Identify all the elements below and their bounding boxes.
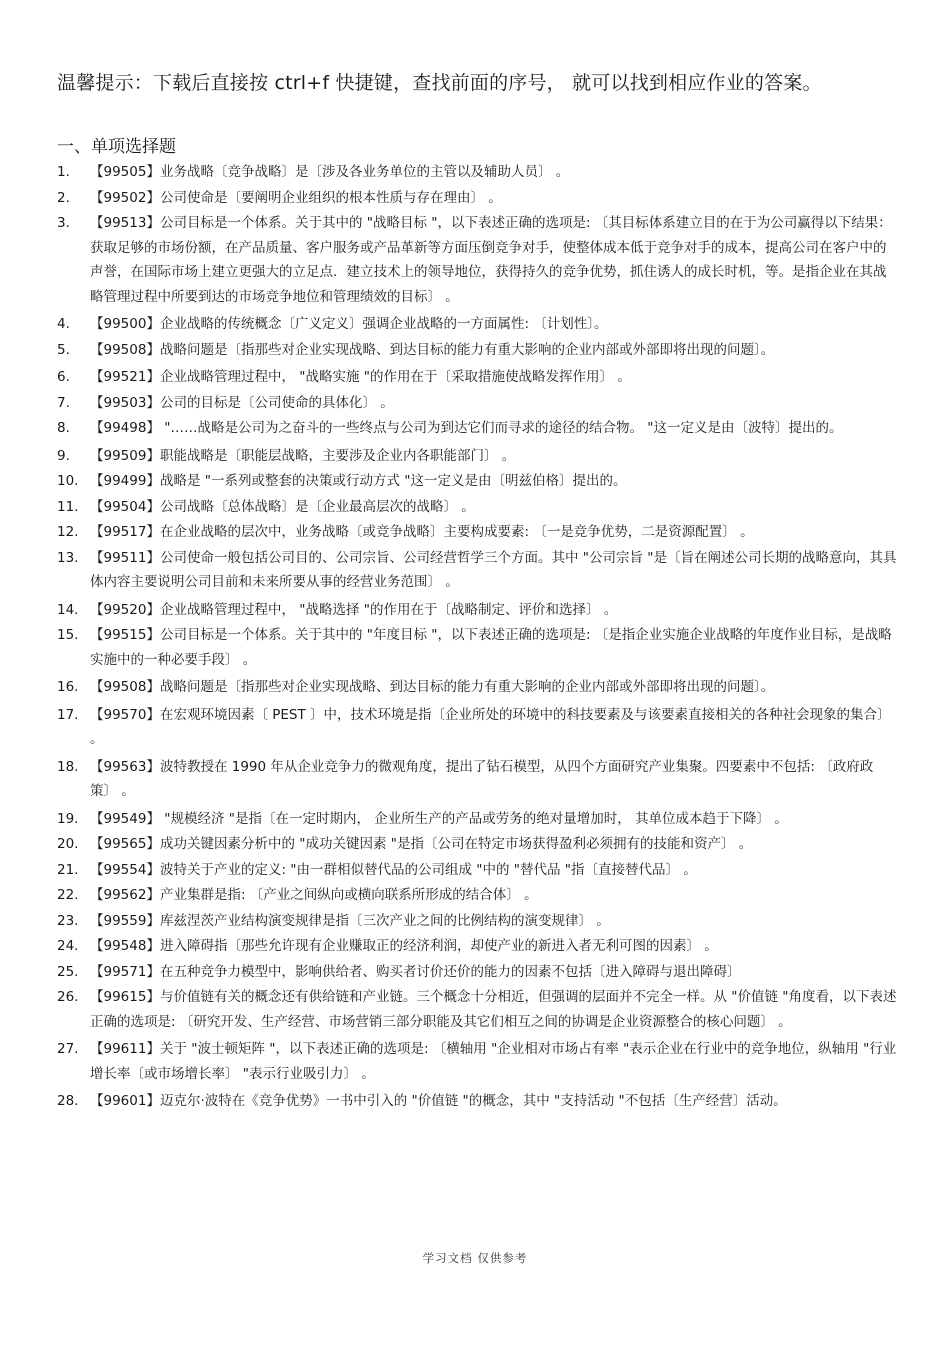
list-item xyxy=(57,703,897,752)
item-text: 【99549】 "规模经济 "是指〔在一定时期内， 企业所生产的产品或劳务的绝对量增加时， 其单位成本趋于下降〕 。 xyxy=(90,810,788,827)
item-number: 19. xyxy=(57,810,79,827)
item-number: 14. xyxy=(57,601,79,618)
item-text: 【99559】库兹涅茨产业结构演变规律是指〔三次产业之间的比例结构的演变规律〕 。 xyxy=(90,912,610,929)
item-text: 【99511】公司使命一般包括公司目的、公司宗旨、公司经营哲学三个方面。其中 "公司宗旨 "是〔旨在阐述公司长期的战略意向，其具体内容主要说明公司目前和未来所要从事的经营业务范围〕 。 xyxy=(90,549,897,590)
item-text: 【99521】企业战略管理过程中， "战略实施 "的作用在于〔采取措施使战略发挥作用〕 。 xyxy=(90,369,631,385)
list-item xyxy=(57,391,897,416)
list-item xyxy=(57,960,897,985)
item-number: 6. xyxy=(57,369,70,385)
item-number: 23. xyxy=(57,912,79,929)
item-text: 【99601】迈克尔·波特在《竞争优势》一书中引入的 "价值链 "的概念，其中 "支持活动 "不包括〔生产经营〕活动。 xyxy=(90,1093,787,1109)
item-number: 9. xyxy=(57,447,70,464)
item-text: 【99498】 "……战略是公司为之奋斗的一些终点与公司为到达它们而寻求的途径的结合物。 "这一定义是由〔波特〕提出的。 xyxy=(90,420,843,436)
item-text: 【99513】公司目标是一个体系。关于其中的 "战略目标 "，以下表述正确的选项是: 〔其目标体系建立目的在于为公司赢得以下结果：获取足够的市场份额，在产品质量、客户服务或产品革新等方面压倒竞争对手，使整体成本低于竞争对手的成本，提高公司在客户中的声誉，在国际市场上建立更强大的立足点．建立技术上的领导地位，获得持久的竞争优势，抓住诱人的成长时机，等。是指企业在其战略管理过程中所要到达的市场竞争地位和管理绩效的目标〕 。 xyxy=(90,215,892,305)
item-text: 【99615】与价值链有关的概念还有供给链和产业链。三个概念十分相近，但强调的层面并不完全一样。从 "价值链 "角度看，以下表述正确的选项是: 〔研究开发、生产经营、市场营销三部分职能及其它们相互之间的协调是企业资源整合的核心问题〕 。 xyxy=(90,989,897,1030)
list-item xyxy=(57,755,897,804)
question-list xyxy=(57,160,897,1117)
list-item xyxy=(57,160,897,185)
section-title: 一、单项选择题 xyxy=(57,137,176,157)
item-text: 【99565】成功关键因素分析中的 "成功关键因素 "是指〔公司在特定市场获得盈利必须拥有的技能和资产〕 。 xyxy=(90,836,753,852)
item-number: 24. xyxy=(57,938,79,954)
item-text: 【99509】职能战略是〔职能层战略，主要涉及企业内各职能部门〕 。 xyxy=(90,447,516,464)
item-text: 【99500】企业战略的传统概念〔广义定义〕强调企业战略的一方面属性: 〔计划性〕。 xyxy=(90,316,608,332)
list-item xyxy=(57,312,897,337)
item-text: 【99508】战略问题是〔指那些对企业实现战略、到达目标的能力有重大影响的企业内部或外部即将出现的问题〕。 xyxy=(90,341,775,358)
list-item xyxy=(57,675,897,700)
item-number: 3. xyxy=(57,215,70,231)
item-text: 【99562】产业集群是指: 〔产业之间纵向或横向联系所形成的结合体〕 。 xyxy=(90,887,538,903)
list-item xyxy=(57,444,897,469)
item-number: 18. xyxy=(57,758,79,775)
list-item xyxy=(57,832,897,857)
item-text: 【99520】企业战略管理过程中， "战略选择 "的作用在于〔战略制定、评价和选择〕 。 xyxy=(90,601,618,618)
item-number: 10. xyxy=(57,473,79,489)
item-text: 【99563】波特教授在 1990 年从企业竞争力的微观角度，提出了钻石模型，从四个方面研究产业集聚。四要素中不包括: 〔政府政策〕 。 xyxy=(90,758,874,799)
item-text: 【99508】战略问题是〔指那些对企业实现战略、到达目标的能力有重大影响的企业内部或外部即将出现的问题〕。 xyxy=(90,679,775,695)
item-number: 16. xyxy=(57,679,79,695)
item-number: 1. xyxy=(57,164,70,180)
item-text: 【99548】进入障碍指〔那些允许现有企业赚取正的经济利润，却使产业的新进入者无利可图的因素〕 。 xyxy=(90,938,718,954)
list-item xyxy=(57,807,897,832)
item-text: 【99505】业务战略〔竞争战略〕是〔涉及各业务单位的主管以及辅助人员〕 。 xyxy=(90,164,570,180)
list-item xyxy=(57,598,897,623)
item-number: 7. xyxy=(57,394,70,411)
list-item xyxy=(57,1089,897,1114)
list-item xyxy=(57,365,897,390)
item-number: 26. xyxy=(57,989,79,1005)
list-item xyxy=(57,623,897,672)
item-number: 21. xyxy=(57,861,79,878)
item-text: 【99503】公司的目标是〔公司使命的具体化〕 。 xyxy=(90,394,394,411)
list-item xyxy=(57,211,897,309)
list-item xyxy=(57,546,897,595)
list-item xyxy=(57,883,897,908)
item-number: 22. xyxy=(57,887,79,903)
item-number: 4. xyxy=(57,316,70,332)
list-item xyxy=(57,186,897,211)
list-item xyxy=(57,909,897,934)
item-number: 11. xyxy=(57,498,79,515)
item-number: 27. xyxy=(57,1041,79,1057)
item-number: 12. xyxy=(57,524,79,540)
item-number: 2. xyxy=(57,189,70,206)
item-number: 15. xyxy=(57,627,79,643)
list-item xyxy=(57,416,897,441)
download-tip: 温馨提示：下载后直接按 ctrl+f 快捷键，查找前面的序号， 就可以找到相应作业的答案。 xyxy=(57,72,822,94)
item-text: 【99611】关于 "波士顿矩阵 "，以下表述正确的选项是: 〔横轴用 "企业相对市场占有率 "表示企业在行业中的竞争地位，纵轴用 "行业增长率〔或市场增长率〕 "表示行业吸引力〕 。 xyxy=(90,1041,897,1082)
item-text: 【99517】在企业战略的层次中，业务战略〔或竞争战略〕主要构成要素: 〔一是竞争优势，二是资源配置〕 。 xyxy=(90,524,754,540)
item-number: 5. xyxy=(57,341,70,358)
list-item xyxy=(57,858,897,883)
item-text: 【99515】公司目标是一个体系。关于其中的 "年度目标 "，以下表述正确的选项是: 〔是指企业实施企业战略的年度作业目标，是战略实施中的一种必要手段〕 。 xyxy=(90,627,892,668)
item-text: 【99571】在五种竞争力模型中，影响供给者、购买者讨价还价的能力的因素不包括〔进入障碍与退出障碍〕 xyxy=(90,963,741,980)
item-number: 20. xyxy=(57,836,79,852)
item-number: 13. xyxy=(57,549,79,566)
list-item xyxy=(57,469,897,494)
item-number: 17. xyxy=(57,706,79,723)
item-number: 28. xyxy=(57,1093,79,1109)
item-text: 【99499】战略是 "一系列或整套的决策或行动方式 "这一定义是由〔明兹伯格〕提出的。 xyxy=(90,473,627,489)
item-number: 8. xyxy=(57,420,70,436)
page-footer: 学习文档 仅供参考 xyxy=(422,1251,528,1265)
item-number: 25. xyxy=(57,963,79,980)
list-item xyxy=(57,520,897,545)
item-text: 【99504】公司战略〔总体战略〕是〔企业最高层次的战略〕 。 xyxy=(90,498,475,515)
item-text: 【99554】波特关于产业的定义: "由一群相似替代品的公司组成 "中的 "替代品 "指〔直接替代品〕 。 xyxy=(90,861,697,878)
item-text: 【99570】在宏观环境因素〔 PEST 〕中，技术环境是指〔企业所处的环境中的科技要素及与该要素直接相关的各种社会现象的集合〕 。 xyxy=(90,706,891,747)
list-item xyxy=(57,338,897,363)
list-item xyxy=(57,985,897,1034)
list-item xyxy=(57,1037,897,1086)
list-item xyxy=(57,934,897,959)
list-item xyxy=(57,495,897,520)
item-text: 【99502】公司使命是〔要阐明企业组织的根本性质与存在理由〕 。 xyxy=(90,189,502,206)
